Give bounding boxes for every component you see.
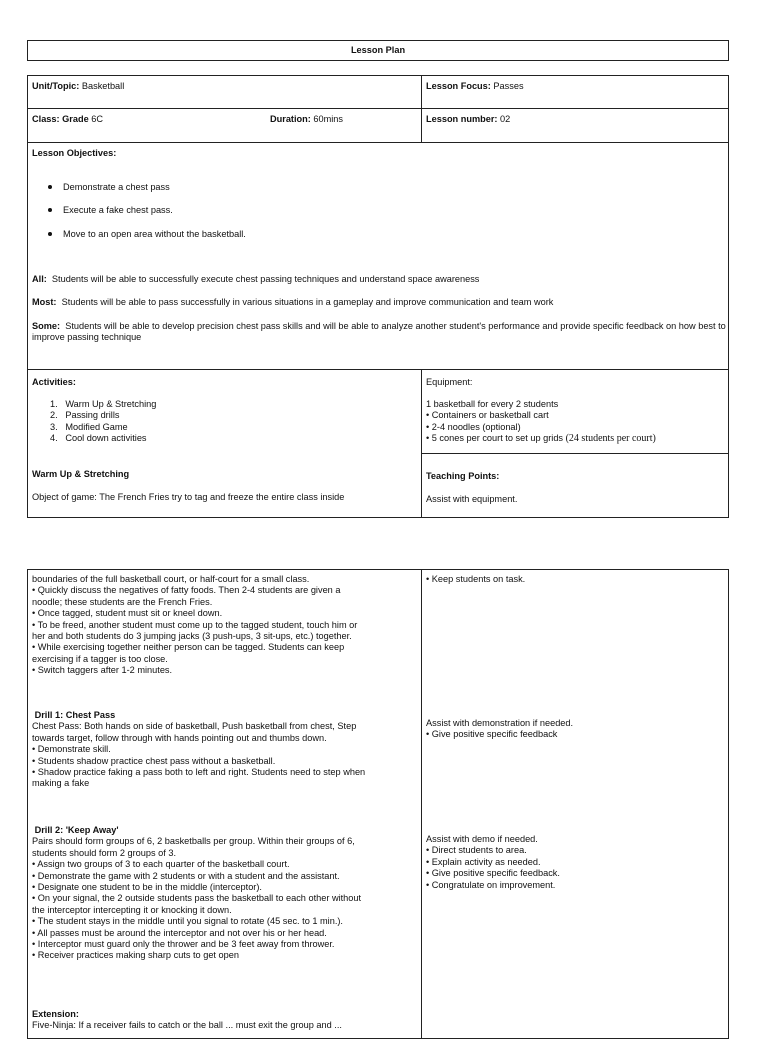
row-divider-2 [27,142,729,143]
activity-list [50,399,156,445]
drill2-right: Assist with demo if needed. • Direct students to area. • Explain activity as needed. • Give positive specific feedback. • Congratulate on improvement. [426,834,560,890]
lesson-focus-label: Lesson Focus: [426,81,491,91]
continuation-col-divider [421,569,422,1039]
duration [270,114,343,125]
teaching-points-heading: Teaching Points: [426,471,500,481]
equipment-heading: Equipment: [426,377,473,387]
activity-item: 2. Passing drills [50,410,120,421]
drill1-right: Assist with demonstration if needed. • Give positive specific feedback [426,718,574,740]
drill1-heading: Drill 1: Chest Pass [34,710,116,720]
bullet-icon [48,208,52,212]
lesson-focus-value: Passes [493,81,524,91]
lesson-focus [426,81,524,92]
extension-block [32,1009,342,1032]
unit-topic-label: Unit/Topic: [32,81,80,91]
row-divider-4 [421,453,729,454]
warmup-continued: boundaries of the full basketball court, or half-court for a small class. • Quickly discuss the negatives of fatty foods. Then 2-4 students are given a noodle; these students are the French Fries. • Once tagged, student must sit or kneel down. • To be freed, another student must come up to the tagged student, touch him or her and both students do 3 jumping jacks (3 push-ups, 3 sit-ups, etc.) together. • While exercising together neither person can be tagged. Students can keep exercising if a tagger is too close. • Switch taggers after 1-2 minutes. [32,574,358,676]
extension-heading: Extension: [32,1009,79,1019]
unit-topic-value: Basketball [81,81,125,91]
duration-value: 60mins [313,114,344,124]
warmup-text: Object of game: The French Fries try to tag and freeze the entire class inside [32,492,345,502]
teaching-points-text: Assist with equipment. [426,494,518,504]
activity-item: 1. Warm Up & Stretching [50,399,157,409]
duration-label: Duration: [270,114,311,124]
equipment-item: • 5 cones per court to set up grids (24 students per court) [426,433,656,445]
activity-item: 3. Modified Game [50,421,128,432]
row-divider-3 [27,369,729,370]
outcome-some: Some: Students will be able to develop precision chest pass skills and will be able to analyze another student's performance and provide specific feedback on how best to improve passing technique [32,321,726,343]
lesson-number-label: Lesson number: [426,114,498,124]
bullet-icon [48,232,52,236]
activities-heading: Activities: [32,377,76,387]
equipment-item: • Containers or basketball cart [426,410,549,421]
activity-item: 4. Cool down activities [50,433,147,444]
page-title: Lesson Plan [350,45,406,55]
class-grade [32,114,103,125]
objective-item: Execute a fake chest pass. [48,205,173,216]
objective-item: Demonstrate a chest pass [48,182,170,193]
equipment-item: 1 basketball for every 2 students [426,399,559,409]
class-grade-value: 6C [91,114,103,124]
drill1-block: Drill 1: Chest Pass Chest Pass: Both hands on side of basketball, Push basketball from chest, Step towards target, follow through with hands pointing out and thumbs down. • Demonstrate skill. • Students shadow practice chest pass without a basketball. • Shadow practice faking a pass both to left and right. Students need to step when making a fake [32,710,366,789]
equipment-item: • 2-4 noodles (optional) [426,421,521,432]
unit-topic [32,81,124,92]
class-grade-label: Class: Grade [32,114,89,124]
bullet-icon [48,185,52,189]
extension-text: Five-Ninja: If a receiver fails to catch or the ball ... must exit the group and ... [32,1020,342,1031]
equipment-list [426,399,656,445]
drill2-heading: Drill 2: 'Keep Away' [34,825,119,835]
outcome-most: Most: Students will be able to pass successfully in various situations in a gameplay and improve communication and team work [32,297,554,307]
lesson-number-value: 02 [500,114,511,124]
col-divider-top [421,75,422,142]
warmup-heading: Warm Up & Stretching [32,469,130,479]
outcome-all: All: Students will be able to successfully execute chest passing techniques and understand space awareness [32,274,480,284]
col-divider-bottom [421,369,422,518]
objectives-heading: Lesson Objectives: [32,148,117,158]
lesson-number [426,114,510,125]
objective-item: Move to an open area without the basketball. [48,229,246,240]
drill2-block: Drill 2: 'Keep Away' Pairs should form groups of 6, 2 basketballs per group. Within their groups of 6, students should form 2 groups of 3. • Assign two groups of 3 to each quarter of the basketball court. • Demonstrate the game with 2 students or with a student and the assistant. • Designate one student to be in the middle (interceptor). • On your signal, the 2 outside students pass the basketball to each other without the interceptor intercepting it or knocking it down. • The student stays in the middle until you signal to rotate (45 sec. to 1 min.). • All passes must be around the interceptor and not over his or her head. • Interceptor must guard only the thrower and be 3 feet away from thrower. • Receiver practices making sharp cuts to get open [32,825,362,961]
warmup-right-note: • Keep students on task. [426,574,526,584]
row-divider-1 [27,108,729,109]
